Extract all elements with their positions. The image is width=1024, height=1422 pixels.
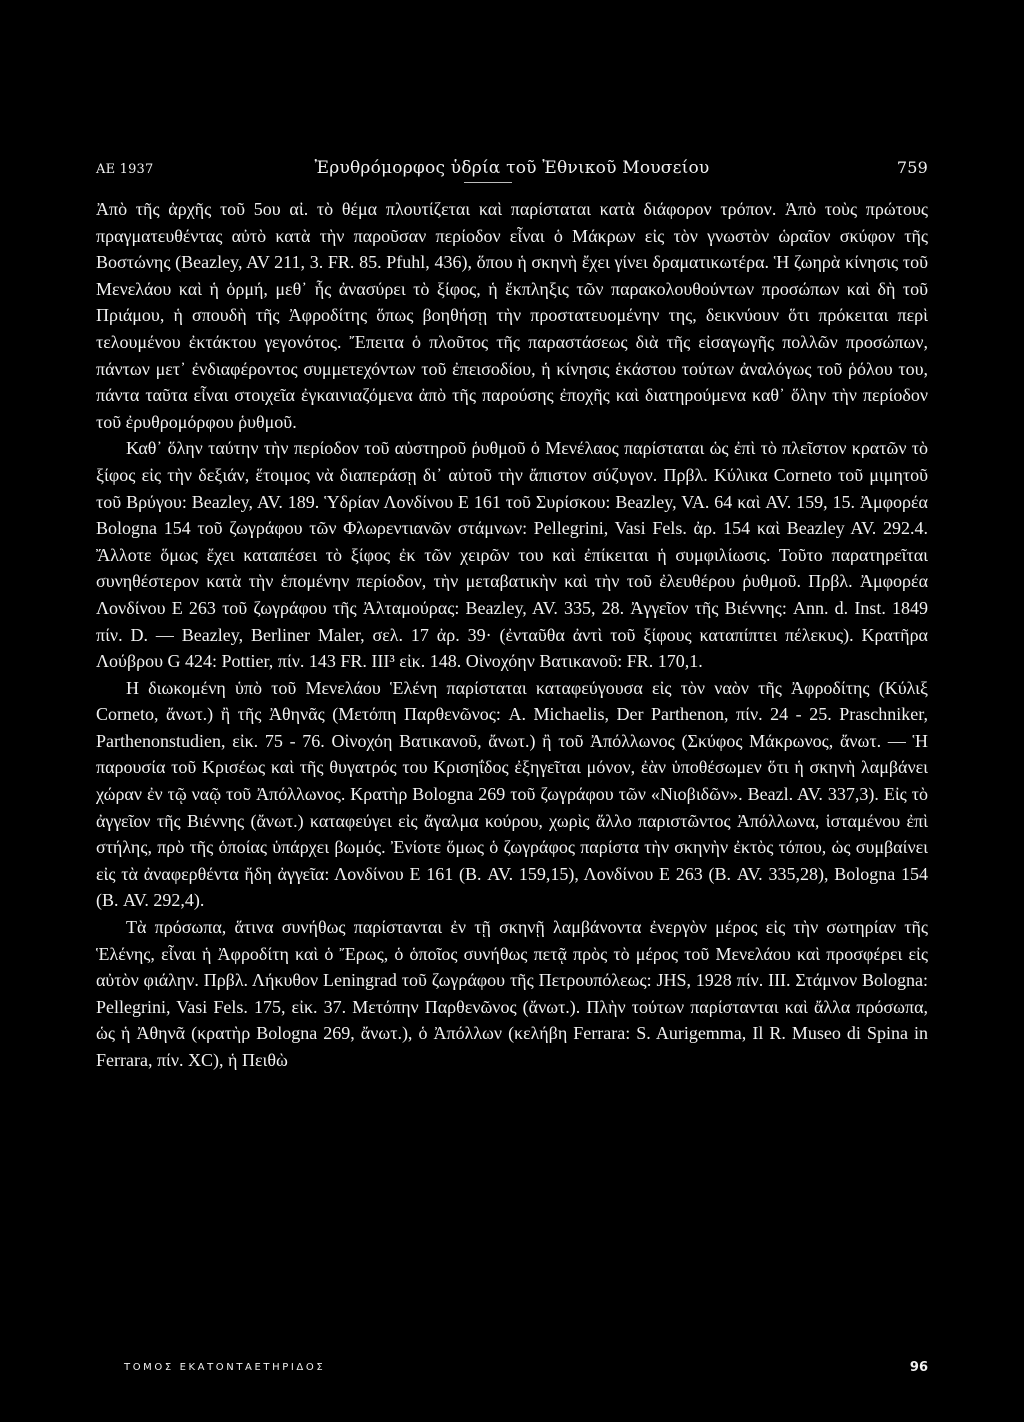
- paragraph-3: Η διωκομένη ὑπὸ τοῦ Μενελάου Ἑλένη παρίσταται καταφεύγουσα εἰς τὸν ναὸν τῆς Ἀφροδίτης (Κύλιξ Corneto, ἄνωτ.) ἢ τῆς Ἀθηνᾶς (Μετόπη Παρθενῶνος: A. Michaelis, Der Parthenon, πίν. 24 - 25. Praschniker, Parthenonstudien, εἰκ. 75 - 76. Οἰνοχόη Βατικανοῦ, ἄνωτ.) ἢ τοῦ Ἀπόλλωνος (Σκύφος Μάκρωνος, ἄνωτ. — Ἡ παρουσία τοῦ Κρισέως καὶ τῆς θυγατρός του Κρισηΐδος ἐξηγεῖται μόνον, ἐὰν ὑποθέσωμεν ὅτι ἡ σκηνὴ λαμβάνει χώραν ἐν τῷ ναῷ τοῦ Ἀπόλλωνος. Κρατὴρ Bologna 269 τοῦ ζωγράφου τῶν «Νιοβιδῶν». Beazl. AV. 337,3). Εἰς τὸ ἀγγεῖον τῆς Βιέννης (ἄνωτ.) καταφεύγει εἰς ἄγαλμα κούρου, χωρὶς ἄλλο παριστῶντος Ἀπόλλωνα, ἱσταμένου ἐπὶ στήλης, πρὸ τῆς ὁποίας ὑπάρχει βωμός. Ἐνίοτε ὅμως ὁ ζωγράφος παρίστα τὴν σκηνὴν ἐκτὸς τόπου, ὡς συμβαίνει εἰς τὰ ἀναφερθέντα ἤδη ἀγγεῖα: Λονδίνου Ε 161 (Β. AV. 159,15), Λονδίνου Ε 263 (Β. AV. 335,28), Bologna 154 (Β. AV. 292,4).: [96, 677, 928, 911]
- paragraph-4: Τὰ πρόσωπα, ἅτινα συνήθως παρίστανται ἐν τῇ σκηνῇ λαμβάνοντα ἐνεργὸν μέρος εἰς τὴν σωτηρίαν τῆς Ἑλένης, εἶναι ἡ Ἀφροδίτη καὶ ὁ Ἔρως, ὁ ὁποῖος συνήθως πετᾷ πρὸς τὸ μέρος τοῦ Μενελάου καὶ προσφέρει εἰς αὐτὸν φιάλην. Πρβλ. Λήκυθον Leningrad τοῦ ζωγράφου τῆς Πετρουπόλεως: JHS, 1928 πίν. III. Στάμνον Bologna: Pellegrini, Vasi Fels. 175, εἰκ. 37. Μετόπην Παρθενῶνος (ἄνωτ.). Πλὴν τούτων παρίστανται καὶ ἄλλα πρόσωπα, ὡς ἡ Ἀθηνᾶ (κρατὴρ Bologna 269, ἄνωτ.), ὁ Ἀπόλλων (κελήβη Ferrara: S. Aurigemma, Il R. Museo di Spina in Ferrara, πίν. XC), ἡ Πειθὼ: [96, 917, 928, 1070]
- journal-year: ΑΕ 1937: [96, 162, 154, 177]
- document-page: [96, 154, 928, 1375]
- page-footer: [96, 1362, 928, 1386]
- running-header: [96, 154, 928, 186]
- paragraph-2: Καθ᾽ ὅλην ταύτην τὴν περίοδον τοῦ αὐστηροῦ ῥυθμοῦ ὁ Μενέλαος παρίσταται ὡς ἐπὶ τὸ πλεῖστον κρατῶν τὸ ξίφος εἰς τὴν δεξιάν, ἕτοιμος νὰ διαπεράσῃ δι᾽ αὐτοῦ τὴν ἄπιστον σύζυγον. Πρβλ. Κύλικα Corneto τοῦ μιμητοῦ τοῦ Βρύγου: Beazley, AV. 189. Ὑδρίαν Λονδίνου Ε 161 τοῦ Συρίσκου: Beazley, VA. 64 καὶ AV. 159, 15. Ἀμφορέα Bologna 154 τοῦ ζωγράφου τῶν Φλωρεντιανῶν στάμνων: Pellegrini, Vasi Fels. ἀρ. 154 καὶ Beazley AV. 292.4. Ἄλλοτε ὅμως ἔχει καταπέσει τὸ ξίφος ἐκ τῶν χειρῶν του καὶ ἐπίκειται ἡ συμφιλίωσις. Τοῦτο παρατηρεῖται συνηθέστερον κατὰ τὴν ἑπομένην περίοδον, τὴν μεταβατικὴν καὶ τὴν τοῦ ἐλευθέρου ῥυθμοῦ. Πρβλ. Ἀμφορέα Λονδίνου Ε 263 τοῦ ζωγράφου τῆς Ἀλταμούρας: Beazley, AV. 335, 28. Ἀγγεῖον τῆς Βιέννης: Ann. d. Inst. 1849 πίν. D. — Beazley, Berliner Maler, σελ. 17 ἀρ. 39· (ἐνταῦθα ἀντὶ τοῦ ξίφους καταπίπτει πέλεκυς). Κρατῆρα Λούβρου G 424: Pottier, πίν. 143 FR. III³ εἰκ. 148. Οἰνοχόην Βατικανοῦ: FR. 170,1.: [96, 438, 928, 672]
- body-text: [96, 196, 928, 1074]
- page-number: 759: [896, 158, 928, 177]
- title-underline: [464, 182, 512, 183]
- volume-name: ΤΟΜΟΣ ΕΚΑΤΟΝΤΑΕΤΗΡΙΔΟΣ: [124, 1362, 326, 1373]
- paragraph-1: Ἀπὸ τῆς ἀρχῆς τοῦ 5ου αἰ. τὸ θέμα πλουτίζεται καὶ παρίσταται κατὰ διάφορον τρόπον. Ἀπὸ τοὺς πρώτους πραγματευθέντας αὐτὸ κατὰ τὴν παροῦσαν περίοδον εἶναι ὁ Μάκρων εἰς τὸν γνωστὸν ὡραῖον σκύφον τῆς Βοστώνης (Beazley, AV 211, 3. FR. 85. Pfuhl, 436), ὅπου ἡ σκηνὴ ἔχει γίνει δραματικωτέρα. Ἡ ζωηρὰ κίνησις τοῦ Μενελάου καὶ ἡ ὁρμή, μεθ᾽ ἧς ἀνασύρει τὸ ξίφος, ἡ ἔκπληξις τῶν παρακολουθούντων προσώπων καὶ δὴ τοῦ Πριάμου, ἡ σπουδὴ τῆς Ἀφροδίτης ὅπως βοηθήσῃ τὴν προστατευομένην της, δεικνύουν ὅτι πρόκειται περὶ τελουμένου ἐκτάκτου γεγονότος. Ἔπειτα ὁ πλοῦτος τῆς παραστάσεως διὰ τῆς εἰσαγωγῆς πολλῶν προσώπων, πάντων μετ᾽ ἐνδιαφέροντος συμμετεχόντων τοῦ ἐπεισοδίου, ἡ κίνησις ἑκάστου τούτων ἀναλόγως τοῦ ῥόλου του, πάντα ταῦτα εἶναι στοιχεῖα ἐγκαινιαζόμενα ἀπὸ τῆς παρούσης ἐποχῆς καὶ διατηρούμενα καθ᾽ ὅλην τὴν περίοδον τοῦ ἐρυθρομόρφου ῥυθμοῦ.: [96, 199, 928, 432]
- signature-number: 96: [909, 1360, 928, 1375]
- running-title: Ἐρυθρόμορφος ὑδρία τοῦ Ἐθνικοῦ Μουσείου: [314, 158, 710, 178]
